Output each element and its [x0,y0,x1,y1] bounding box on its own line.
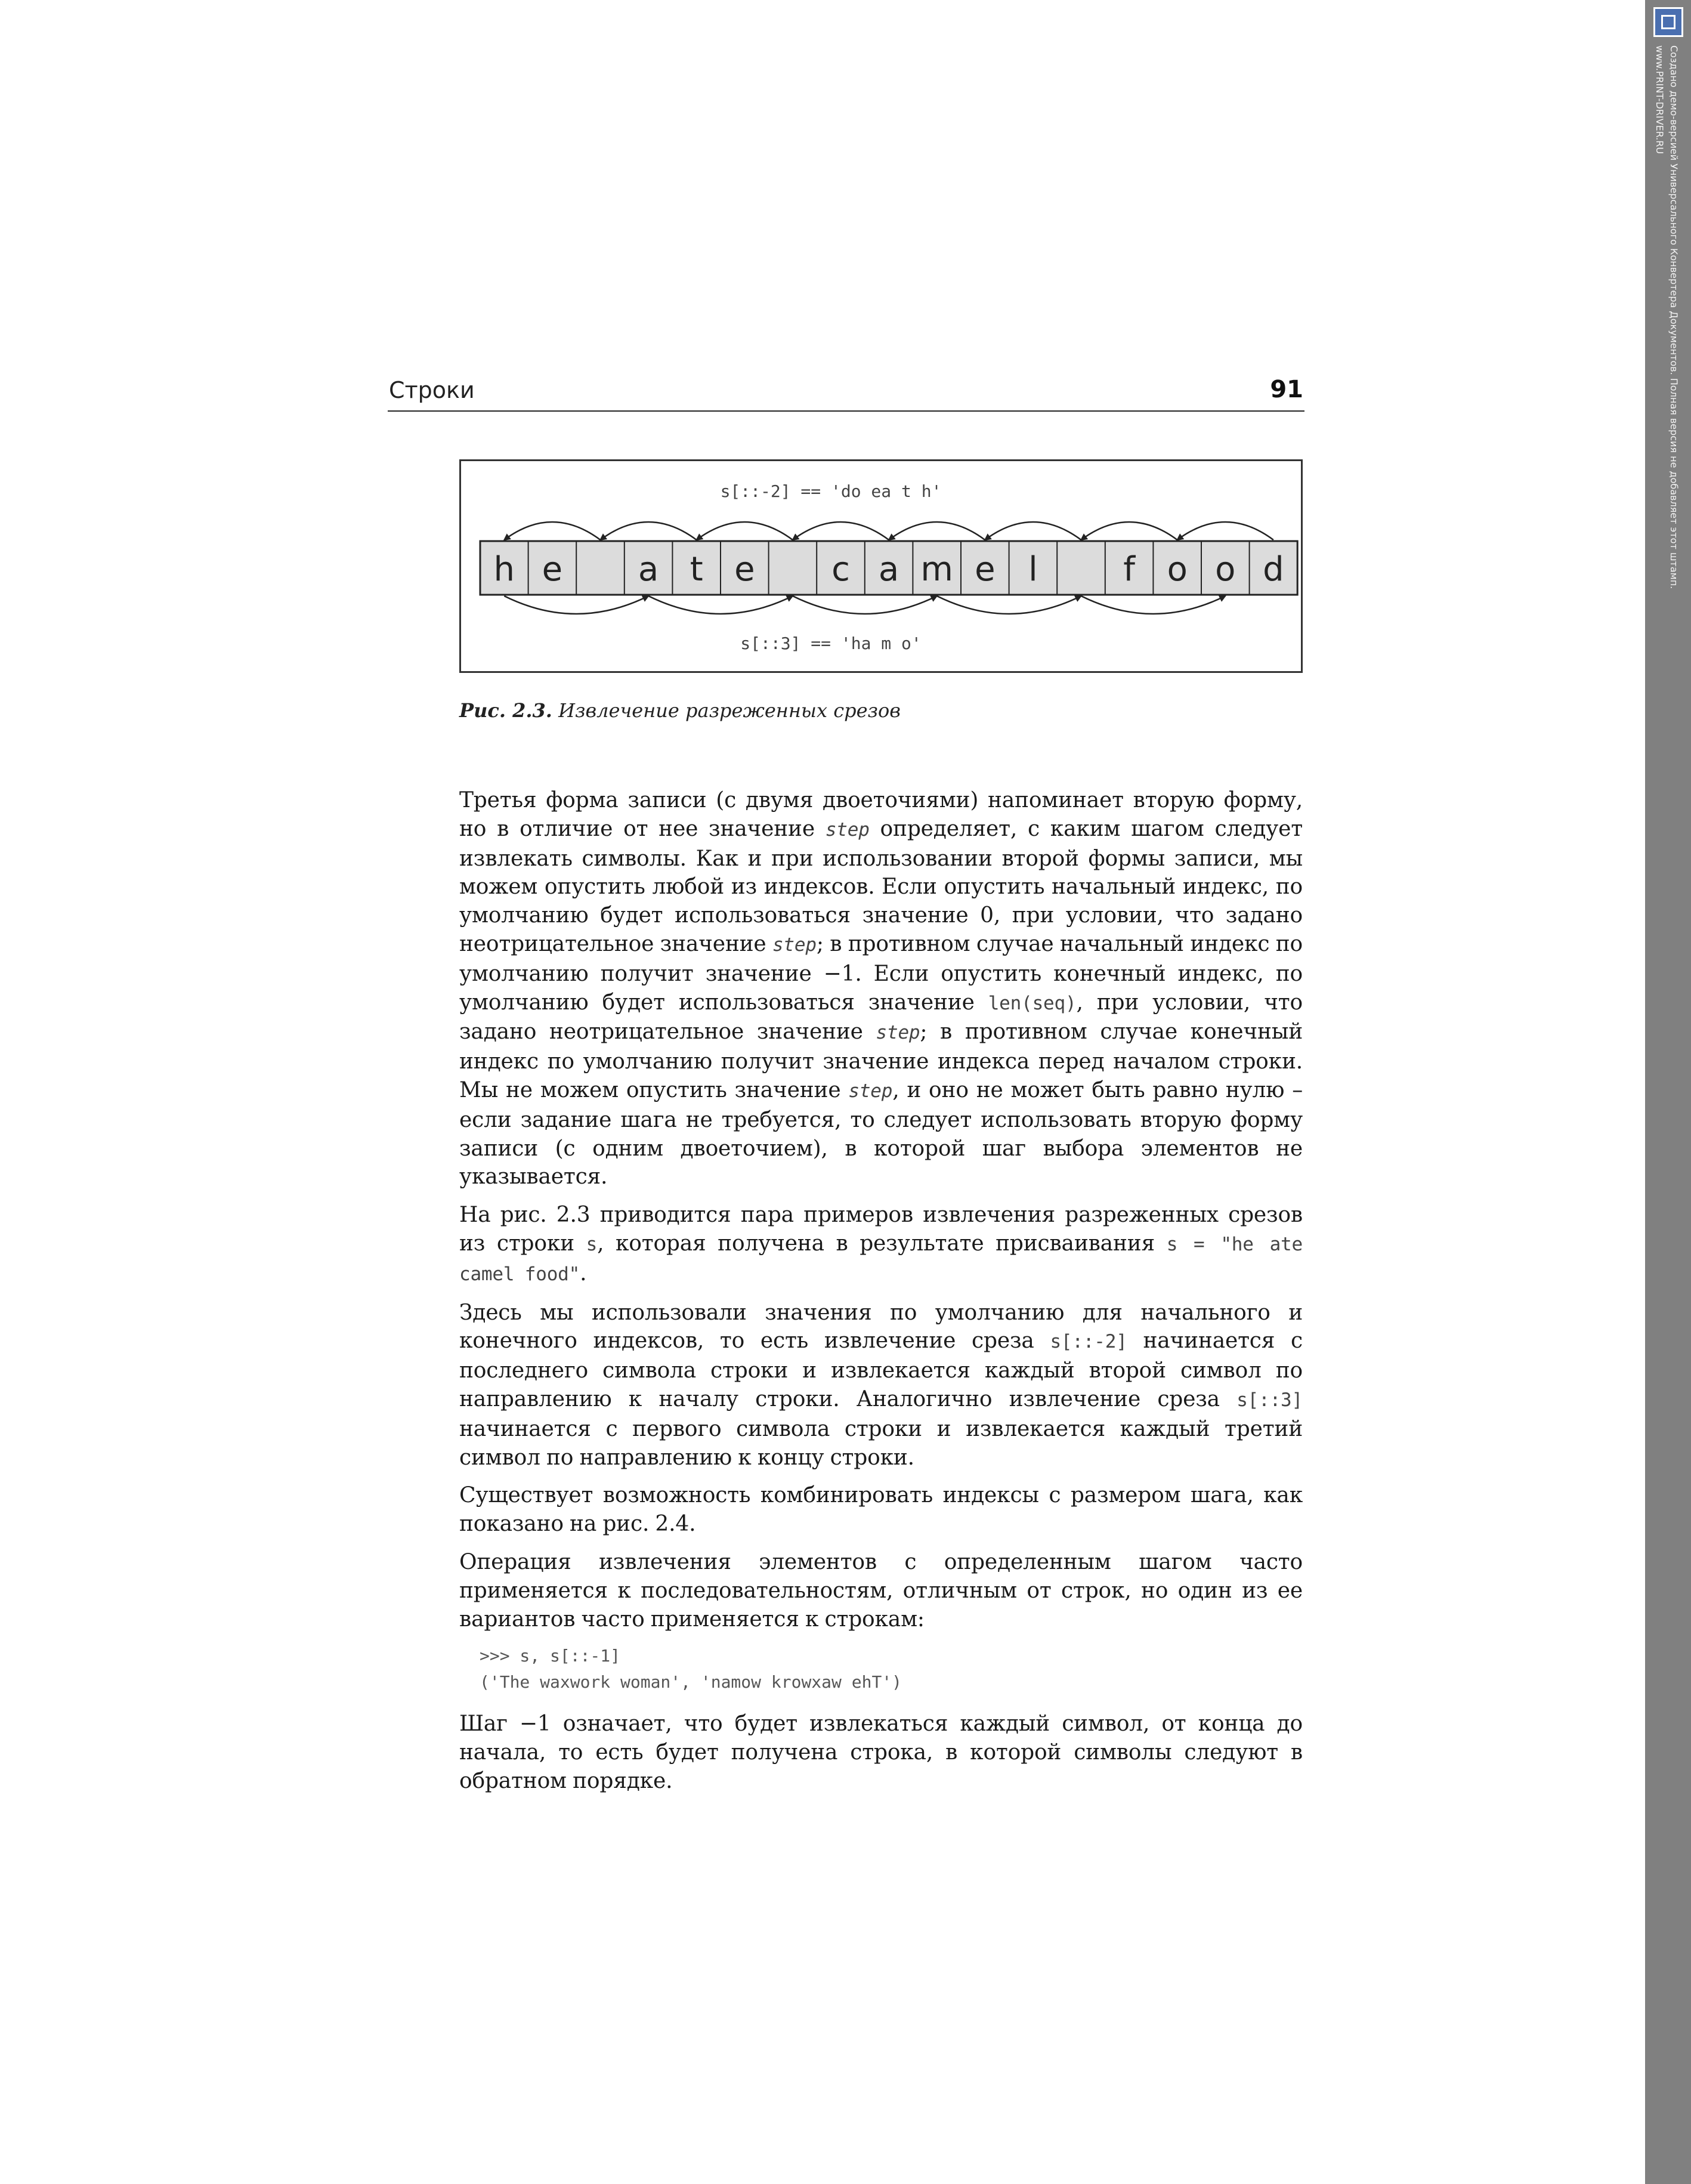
watermark-line: www.PRINT-DRIVER.RU [1654,45,1665,155]
code-line: >>> s, s[::-1] [480,1646,621,1666]
text-run: Операция извлечения элементов с определенным шагом часто применяется к последовательностям, отличным от строк, но один из ее вариантов часто применяется к строкам: [459,1549,1303,1632]
string-cell-char: l [1028,550,1038,589]
text-run: начинается с первого символа строки и извлекается каждый третий символ по направлению к концу строки. [459,1416,1303,1470]
figure-caption-text: Извлечение разреженных срезов [552,699,901,722]
step-back-arrow [985,522,1081,540]
step-forward-arrow [1081,596,1226,614]
code-italic: step [876,1022,920,1044]
string-cell-char: e [542,550,563,589]
text-run: Третья форма записи (с двумя двоеточиями) напоминает вторую форму, но в отличие от нее значение [459,788,1303,841]
step-forward-arrow [648,596,793,614]
logo-icon [1653,7,1683,37]
string-cell-char: o [1215,550,1236,589]
text-run: Здесь мы использовали значения по умолчанию для начального и конечного индексов, то есть извлечение среза [459,1300,1303,1354]
step-forward-arrow [793,596,937,614]
text-run: Шаг −1 означает, что будет извлекаться каждый символ, от конца до начала, то есть будет получена строка, в которой символы следуют в обратном порядке. [459,1712,1303,1793]
code-line: ('The waxwork woman', 'namow krowxaw ehT') [480,1672,902,1692]
step-back-arrow [504,522,600,540]
string-cell-char: o [1167,550,1188,589]
code-italic: step [848,1080,893,1102]
text-run: . [580,1261,587,1286]
page-header [388,375,1304,412]
paragraph [459,1299,1303,1472]
string-cell-char: e [975,550,996,589]
top-slice-label: s[::-2] == 'do ea t h' [720,481,942,501]
text-run: ; в противном случае начальный индекс по умолчанию получит значение −1. Если опустить конечный индекс, по умолчанию будет использоваться значение [459,931,1303,1015]
paragraph [459,1710,1303,1795]
string-cell-char: h [493,550,515,589]
inline-code: s = "he ate camel food" [459,1233,1303,1285]
text-run: , которая получена в результате присваивания [597,1231,1167,1256]
string-cell-char: c [831,550,850,589]
code-italic: step [772,934,817,956]
step-forward-arrow [504,596,648,614]
inline-code: s [586,1233,598,1255]
string-cell-char: a [638,550,659,589]
text-run: начинается с последнего символа строки и извлекается каждый второй символ по направлению к началу строки. Аналогично извлечение среза [459,1329,1303,1411]
figure-caption [459,699,1303,722]
page-number: 91 [1270,376,1303,403]
string-cell-char: e [734,550,755,589]
step-back-arrow [793,522,889,540]
slicing-diagram-svg [461,461,1301,671]
watermark-text [1652,45,1681,589]
step-forward-arrow [937,596,1081,614]
step-back-arrow [1081,522,1177,540]
step-back-arrow [889,522,985,540]
string-cell-char: a [878,550,899,589]
paragraph [459,1481,1303,1539]
step-back-arrow [697,522,793,540]
step-back-arrow [1177,522,1273,540]
string-cell-char: t [690,550,703,589]
figure-slicing-diagram [459,459,1303,673]
string-cell-char: f [1123,550,1135,589]
string-cells [480,541,1297,595]
paragraph [459,1548,1303,1633]
step-back-arrow [601,522,697,540]
text-run: ; в противном случае конечный индекс по умолчанию получит значение индекса перед началом строки. Мы не можем опустить значение [459,1020,1303,1102]
bottom-slice-label: s[::3] == 'ha m o' [740,634,922,653]
code-example [480,1643,1303,1695]
inline-code: len(seq) [988,992,1077,1014]
text-run: , и оно не может быть равно нулю – если задание шага не требуется, то следует использовать вторую форму записи (с одним двоеточием), в которой шаг выбора элементов не указывается. [459,1077,1303,1190]
string-cell-char: m [920,550,953,589]
text-run: На рис. 2.3 приводится пара примеров извлечения разреженных срезов из строки [459,1203,1303,1256]
inline-code: s[::3] [1236,1389,1303,1411]
inline-code: s[::-2] [1050,1331,1127,1353]
code-italic: step [825,818,870,841]
paragraph [459,786,1303,1191]
watermark-sidebar [1645,0,1691,2184]
running-title: Строки [389,377,475,403]
paragraph [459,1201,1303,1289]
watermark-line: Создано демо-версией Универсального Конвертера Документов. Полная версия не добавляет этот штамп. [1668,45,1680,589]
figure-caption-number: Рис. 2.3. [459,699,552,722]
text-run: определяет, с каким шагом следует извлекать символы. Как и при использовании второй формы записи, мы можем опустить любой из индексов. Если опустить начальный индекс, по умолчанию будет использоваться значение 0, при условии, что задано неотрицательное значение [459,816,1303,956]
text-run: , при условии, что задано неотрицательное значение [459,990,1303,1045]
string-cell-char: d [1263,550,1284,589]
body-text [459,786,1303,1796]
text-run: Существует возможность комбинировать индексы с размером шага, как показано на рис. 2.4. [459,1483,1303,1537]
